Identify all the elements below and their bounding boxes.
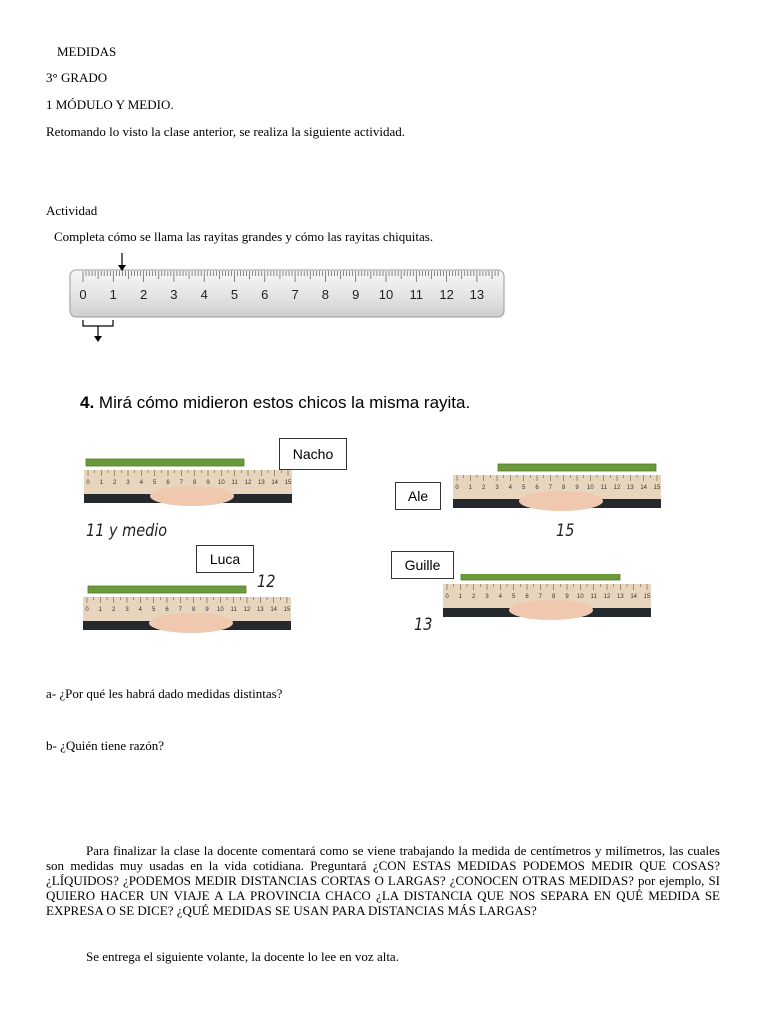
small-ruler-number: 9 [205, 607, 209, 613]
hand-icon [150, 486, 234, 506]
small-ruler-number: 8 [551, 594, 556, 600]
big-ruler-number: 6 [261, 287, 269, 302]
small-ruler-number: 0 [85, 607, 89, 613]
small-ruler-number: 14 [630, 594, 638, 600]
answer-guille: 13 [414, 615, 433, 635]
answer-luca: 12 [257, 572, 276, 592]
small-ruler-number: 4 [138, 607, 143, 613]
big-ruler-number: 3 [170, 287, 178, 302]
answer-nacho: 11 y medio [86, 521, 168, 541]
small-ruler-number: 12 [613, 485, 621, 491]
big-ruler-number: 2 [139, 287, 148, 302]
small-ruler-number: 3 [125, 607, 129, 613]
small-ruler-number: 6 [525, 594, 529, 600]
small-ruler-number: 15 [284, 480, 292, 486]
small-ruler-number: 3 [126, 480, 130, 486]
small-ruler-number: 6 [165, 607, 169, 613]
small-ruler-number: 3 [495, 485, 499, 491]
measured-line [88, 586, 246, 593]
small-ruler-number: 10 [217, 480, 225, 486]
exercise-title: Mirá cómo midieron estos chicos la misma rayita. [98, 393, 471, 412]
name-box-nacho: Nacho [279, 438, 347, 470]
small-ruler-number: 15 [653, 485, 661, 491]
big-ruler-number: 8 [321, 287, 330, 302]
small-ruler-number: 6 [166, 480, 170, 486]
small-ruler-number: 3 [485, 594, 489, 600]
small-ruler-number: 8 [561, 485, 566, 491]
name-box-guille: Guille [391, 551, 454, 579]
exercise-heading [80, 393, 470, 413]
small-ruler-number: 9 [565, 594, 569, 600]
small-ruler-number: 0 [455, 485, 459, 491]
small-ruler-number: 9 [575, 485, 579, 491]
big-ruler-number: 13 [469, 287, 485, 302]
small-ruler-number: 12 [243, 607, 251, 613]
small-ruler-number: 13 [256, 607, 264, 613]
small-ruler-number: 15 [643, 594, 651, 600]
hand-icon [149, 613, 233, 633]
bottom-arrow-head-icon [94, 336, 102, 342]
small-ruler-number: 2 [112, 480, 117, 486]
intro-text: Retomando lo visto la clase anterior, se realiza la siguiente actividad. [46, 124, 406, 139]
big-ruler-number: 1 [109, 287, 117, 302]
bracket-icon [83, 320, 113, 326]
small-ruler-number: 4 [498, 594, 503, 600]
big-ruler-number: 9 [352, 287, 360, 302]
small-ruler-number: 14 [270, 607, 278, 613]
small-ruler-number: 5 [511, 594, 516, 600]
question-b: b- ¿Quién tiene razón? [46, 738, 165, 753]
small-ruler-number: 12 [603, 594, 611, 600]
closing-note: Se entrega el siguiente volante, la docente lo lee en voz alta. [86, 949, 399, 964]
small-ruler-number: 7 [538, 594, 543, 600]
activity-instruction: Completa cómo se llama las rayitas grandes y cómo las rayitas chiquitas. [54, 229, 434, 244]
big-ruler-number: 11 [409, 287, 424, 302]
name-box-luca: Luca [196, 545, 254, 573]
small-ruler-number: 6 [535, 485, 539, 491]
small-ruler-number: 14 [640, 485, 648, 491]
small-ruler-number: 11 [600, 485, 607, 491]
big-ruler-number: 7 [291, 287, 299, 302]
small-ruler-number: 0 [445, 594, 449, 600]
grade-label: 3° GRADO [46, 70, 108, 85]
exercise-number: 4. [80, 393, 95, 412]
small-ruler-number: 7 [179, 480, 184, 486]
module-label: 1 MÓDULO Y MEDIO. [46, 97, 174, 112]
small-ruler-number: 9 [206, 480, 210, 486]
answer-ale: 15 [556, 521, 575, 541]
big-ruler-number: 12 [439, 287, 454, 302]
small-ruler-number: 10 [576, 594, 584, 600]
small-ruler-number: 2 [471, 594, 476, 600]
small-ruler-number: 13 [616, 594, 624, 600]
small-ruler-number: 5 [152, 480, 157, 486]
big-ruler [52, 250, 512, 345]
small-ruler-number: 2 [111, 607, 116, 613]
small-ruler-number: 5 [521, 485, 526, 491]
small-ruler-number: 5 [151, 607, 156, 613]
small-ruler-number: 13 [257, 480, 265, 486]
ruler-ale [453, 461, 663, 516]
page-title: MEDIDAS [57, 44, 117, 59]
big-ruler-number: 5 [230, 287, 239, 302]
big-ruler-number: 10 [378, 287, 394, 302]
activity-label: Actividad [46, 203, 98, 218]
name-box-ale: Ale [395, 482, 441, 510]
measured-line [498, 464, 656, 471]
small-ruler-number: 7 [178, 607, 183, 613]
ruler-nacho [84, 456, 294, 511]
small-ruler-number: 1 [99, 480, 104, 486]
small-ruler-number: 11 [231, 480, 238, 486]
small-ruler-number: 12 [244, 480, 252, 486]
small-ruler-number: 1 [468, 485, 473, 491]
small-ruler-number: 15 [283, 607, 291, 613]
small-ruler-number: 13 [626, 485, 634, 491]
small-ruler-number: 8 [191, 607, 196, 613]
closing-paragraph: Para finalizar la clase la docente comentará como se viene trabajando la medida de centímetros y milímetros, las cuales son medidas muy usadas en la vida cotidiana. Preguntará ¿CON ESTAS MEDIDAS PODEMOS MEDIR QUE COSAS? ¿LÍQUIDOS? ¿PODEMOS MEDIR DISTANCIAS CORTAS O LARGAS? ¿CONOCEN OTRAS MEDIDAS? por ejemplo, SI QUIERO HACER UN VIAJE A LA PROVINCIA CHACO ¿LA DISTANCIA QUE NOS SEPARA EN QUÉ MEDIDA SE EXPRESA O SE DICE? ¿QUÉ MEDIDAS SE USAN PARA DISTANCIAS MÁS LARGAS? [46, 843, 720, 918]
small-ruler-number: 4 [508, 485, 513, 491]
hand-icon [519, 491, 603, 511]
small-ruler-number: 10 [586, 485, 594, 491]
small-ruler-number: 4 [139, 480, 144, 486]
small-ruler-number: 8 [192, 480, 197, 486]
ruler-guille [443, 574, 653, 624]
big-ruler-number: 0 [79, 287, 87, 302]
question-a: a- ¿Por qué les habrá dado medidas distintas? [46, 686, 283, 701]
small-ruler-number: 10 [216, 607, 224, 613]
small-ruler-number: 1 [98, 607, 103, 613]
small-ruler-number: 11 [230, 607, 237, 613]
small-ruler-number: 2 [481, 485, 486, 491]
small-ruler-number: 11 [590, 594, 597, 600]
small-ruler-number: 14 [271, 480, 279, 486]
small-ruler-number: 0 [86, 480, 90, 486]
big-ruler-number: 4 [200, 287, 208, 302]
measured-line [86, 459, 244, 466]
small-ruler-number: 1 [458, 594, 463, 600]
measured-line [461, 574, 620, 580]
small-ruler-number: 7 [548, 485, 553, 491]
hand-icon [509, 600, 593, 620]
